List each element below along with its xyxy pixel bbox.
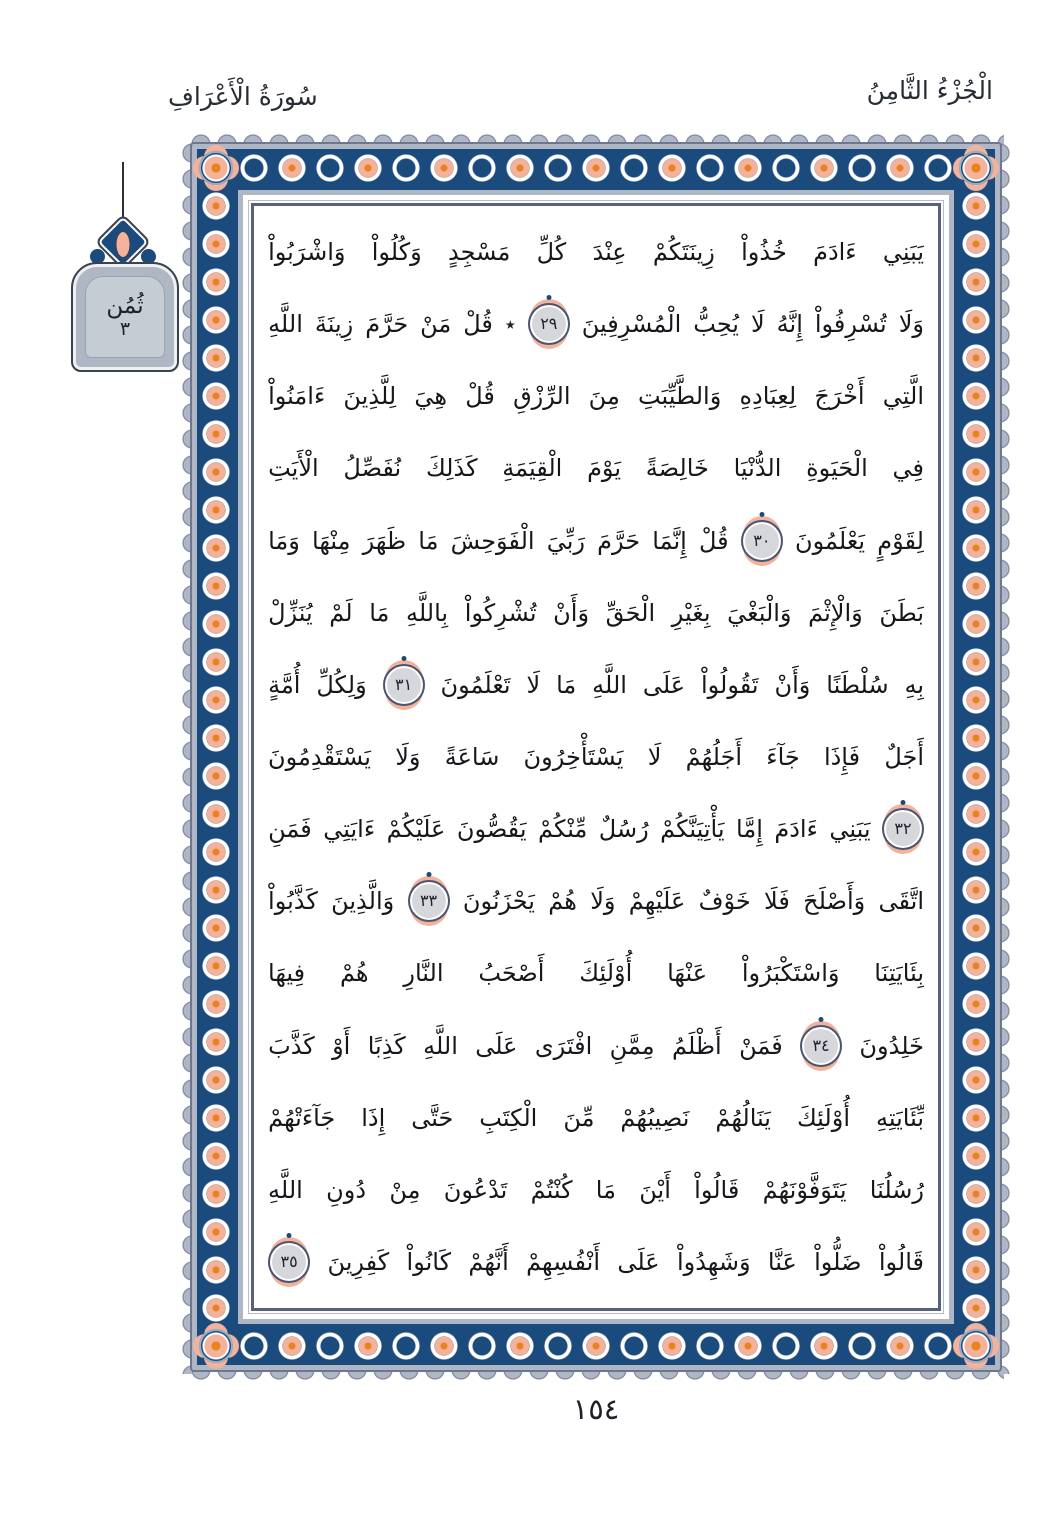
quran-word: يَحْزَنُونَ [462,887,535,916]
quran-word: مِّنْكُمْ [537,815,588,844]
quran-word: كَذَّبُواْ [268,887,318,916]
quran-word: يُنَزِّلْ [268,598,313,627]
quran-word: وَكُلُواْ [371,238,422,267]
quran-word: اللَّهِ [592,670,627,699]
quran-word: تُسْرِفُواْ [814,310,887,339]
quran-word: يَأْتِيَنَّكُمْ [660,815,725,844]
ayah-number: ٣٥ [280,1252,298,1272]
quran-word: وَالْإِثْمَ [808,598,863,627]
quran-word: تُشْرِكُواْ [464,598,537,627]
quran-text-area [268,216,924,1298]
quran-word: بِاللَّهِ [405,598,449,627]
quran-word: كُلِّ [536,238,567,267]
quran-word: اللَّهِ [423,1031,458,1060]
corner-flower-icon [959,151,993,185]
quran-word: أَظْلَمُ [672,1031,722,1060]
quran-word: الْحَقِّ [605,598,656,627]
hizb-star-icon: ٭ [504,312,516,337]
quran-word: يَتَوَفَّوْنَهُمْ [762,1175,847,1204]
quran-word: الْفَوَحِشَ [450,526,535,555]
quran-word: الْكِتَبِ [479,1103,538,1132]
quran-word: عَلَيْكُمْ [386,815,446,844]
quran-word: دُونِ [326,1175,367,1204]
quran-word: افْتَرَى [534,1031,593,1060]
quran-word: أَنْفُسِهِمْ [526,1248,601,1277]
quran-word: لِقَوْمٍ [877,526,924,555]
quran-line [268,1226,924,1298]
quran-word: أَخْرَجَ [814,382,865,411]
quran-word: وَلِكُلِّ [316,670,367,699]
thumn-margin-marker [66,162,180,368]
quran-word: أَجَلٌ [884,743,924,772]
quran-word: رُسُلُنَا [869,1175,924,1204]
quran-word: الْقِيَمَةِ [502,454,563,483]
ayah-number: ٣٢ [894,819,912,839]
quran-word: مَا [418,526,439,555]
quran-word: ءَادَمَ [774,815,818,844]
quran-word: قَالُواْ [694,1175,740,1204]
quran-line [268,721,924,793]
quran-line [268,1082,924,1154]
quran-word: إِنَّهُ [776,310,803,339]
quran-word: وَلَا [395,743,421,772]
quran-word: بِغَيْرِ [671,598,711,627]
quran-word: اللَّهِ [268,310,303,339]
quran-word: مَنْ [420,310,452,339]
quran-word: أَصْحَبُ [478,959,545,988]
quran-word: أَنَّهُمْ [468,1248,509,1277]
quran-word: كَذَلِكَ [425,454,478,483]
quran-word: خُذُواْ [741,238,787,267]
quran-word: جَآءَتْهُمْ [268,1103,336,1132]
quran-word: لَمْ [329,598,353,627]
quran-word: زِينَةَ [314,310,354,339]
page-panel [238,190,954,1324]
quran-word: ظَهَرَ [362,526,407,555]
quran-word: عَلَى [617,1248,660,1277]
thumn-number: ٣ [119,318,131,341]
quran-word: كُنْتُمْ [530,1175,573,1204]
quran-line [268,505,924,577]
quran-word: ضَلُّواْ [814,1248,862,1277]
quran-word: وَمَا [268,526,300,555]
quran-word: وَلَا [898,310,924,339]
quran-word: هُمْ [339,959,369,988]
marker-panel [85,276,165,358]
quran-word: وَأَصْلَحَ [803,887,866,916]
quran-word: يُحِبُّ [693,310,739,339]
quran-word: الْحَيَوةِ [806,454,868,483]
quran-word: أُمَّةٍ [268,670,301,699]
quran-word: يَسْتَأْخِرُونَ [523,743,624,772]
ayah-marker [528,303,570,345]
thumn-label: ثُمُن [106,292,144,319]
quran-word: مِمَّنِ [609,1031,655,1060]
ayah-marker [408,880,450,922]
surah-title: سُورَةُ الْأَعْرَافِ [168,82,318,111]
quran-word: الْأَيَتِ [268,454,319,483]
quran-word: وَالَّذِينَ [331,887,395,916]
quran-word: فَمَنْ [739,1031,783,1060]
quran-word: عَلَى [642,670,686,699]
quran-word: سَاعَةً [444,743,500,772]
juz-title: الْجُزْءُ الثَّامِنُ [866,76,993,105]
quran-word: فِي [892,454,924,483]
quran-word: مَا [556,670,577,699]
marker-dome [71,262,179,372]
quran-word: أُوْلَئِكَ [579,959,633,988]
quran-word: كَفِرِينَ [327,1248,390,1277]
quran-word: وَاسْتَكْبَرُواْ [741,959,840,988]
decorative-frame [190,142,1002,1372]
quran-word: لَا [526,670,541,699]
quran-word: فَمَنِ [268,815,312,844]
quran-word: أُوْلَئِكَ [796,1103,850,1132]
quran-word: كَذَّبَ [268,1031,315,1060]
quran-word: اللَّهِ [268,1175,303,1204]
quran-word: يَنَالُهُمْ [715,1103,771,1132]
quran-word: وَشَهِدُواْ [676,1248,751,1277]
quran-word: حَرَّمَ [597,526,641,555]
quran-word: الْمُسْرِفِينَ [581,310,682,339]
quran-line [268,937,924,1009]
quran-word: مِّنَ [563,1103,595,1132]
ayah-number: ٣٠ [753,530,771,550]
quran-word: حَتَّى [411,1103,454,1132]
quran-word: الَّتِي [882,382,924,411]
quran-word: النَّارِ [403,959,444,988]
quran-word: سُلْطَنًا [826,670,889,699]
quran-word: تَدْعُونَ [443,1175,508,1204]
corner-flower-icon [199,151,233,185]
quran-word: تَقُولُواْ [700,670,759,699]
quran-line [268,288,924,360]
quran-word: بِهِ [904,670,924,699]
quran-word: وَالطَّيِّبَتِ [637,382,722,411]
quran-word: عَلَى [475,1031,518,1060]
quran-word: وَالْبَغْيَ [727,598,792,627]
frame-navy-band [197,149,995,1365]
quran-word: فَلَا [764,887,790,916]
quran-word: مِنْهَا [312,526,351,555]
quran-word: يَسْتَقْدِمُونَ [268,743,371,772]
quran-word: عِنْدَ [592,238,627,267]
quran-word: لِلَّذِينَ [343,382,397,411]
quran-line [268,577,924,649]
quran-word: لِعِبَادِهِ [739,382,797,411]
quran-word: حَرَّمَ [365,310,409,339]
quran-word: هُمْ [548,887,577,916]
quran-word: الرِّزْقِ [513,382,571,411]
quran-word: زِينَتَكُمْ [652,238,715,267]
quran-word: وَأَنْ [553,598,590,627]
ayah-number: ٣٣ [419,891,438,911]
quran-word: بِئَايَتِنَا [874,959,924,988]
marker-stem [122,162,124,224]
quran-word: يَقُصُّونَ [456,815,527,844]
quran-line [268,432,924,504]
quran-word: رَبِّيَ [546,526,585,555]
quran-word: نَصِيبُهُمْ [620,1103,690,1132]
quran-line [268,216,924,288]
quran-word: يَعْلَمُونَ [795,526,866,555]
crown-petal [116,231,131,258]
quran-word: يَبَنِي [882,238,924,267]
quran-line [268,649,924,721]
quran-word: ءَادَمَ [813,238,857,267]
ayah-number: ٣١ [395,674,413,694]
ayah-marker [741,520,783,562]
quran-word: قَالُواْ [878,1248,924,1277]
quran-word: فَإِذَا [823,743,861,772]
quran-word: بِّئَايَتِهِ [875,1103,924,1132]
quran-word: فِيهَا [268,959,306,988]
quran-line [268,865,924,937]
quran-word: رُسُلٌ [598,815,649,844]
quran-word: قُلْ [699,526,729,555]
quran-word: عَنْهَا [667,959,708,988]
quran-word: الدُّنْيَا [733,454,782,483]
quran-word: اتَّقَى [878,887,924,916]
quran-word: خَالِصَةً [645,454,709,483]
ayah-number: ٢٩ [540,314,558,334]
quran-word: خَوْفٌ [698,887,751,916]
quran-word: مِنْ [389,1175,421,1204]
quran-word: تَعْلَمُونَ [440,670,511,699]
quran-word: يَوْمَ [587,454,621,483]
quran-word: كَذِبًا [367,1031,406,1060]
quran-line [268,1010,924,1082]
page-number: ١٥٤ [572,1392,620,1426]
quran-word: إِمَّا [736,815,763,844]
quran-word: مَسْجِدٍ [448,238,511,267]
quran-word: هِيَ [414,382,448,411]
quran-word: مِنَ [588,382,620,411]
quran-word: أَجَلُهُمْ [685,743,743,772]
quran-word: نُفَصِّلُ [343,454,402,483]
quran-word: لَا [647,743,662,772]
quran-word: ءَايَتِي [323,815,376,844]
quran-word: وَأَنْ [774,670,811,699]
quran-word: لَا [750,310,765,339]
quran-word: مَا [595,1175,616,1204]
quran-word: كَانُواْ [406,1248,452,1277]
quran-word: جَآءَ [766,743,800,772]
quran-word: قُلْ [465,382,495,411]
quran-word: إِذَا [361,1103,386,1132]
quran-line [268,793,924,865]
quran-word: عَنَّا [767,1248,797,1277]
quran-word: إِنَّمَا [652,526,687,555]
quran-word: وَلَا [590,887,616,916]
quran-word: مَا [369,598,390,627]
quran-word: بَطَنَ [879,598,924,627]
corner-flower-icon [199,1329,233,1363]
quran-line [268,360,924,432]
quran-word: وَاشْرَبُواْ [268,238,346,267]
ayah-marker [882,808,924,850]
quran-word: عَلَيْهِمْ [628,887,686,916]
text-inner-border [251,203,941,1311]
ayah-marker [383,664,425,706]
quran-word: قُلْ [463,310,493,339]
quran-word: خَلِدُونَ [859,1031,924,1060]
quran-word: يَبَنِي [829,815,871,844]
quran-word: ءَامَنُواْ [268,382,326,411]
corner-flower-icon [959,1329,993,1363]
quran-line [268,1154,924,1226]
quran-word: أَوْ [332,1031,351,1060]
ayah-marker [268,1241,310,1283]
ayah-number: ٣٤ [812,1035,830,1055]
ayah-marker [800,1025,842,1067]
quran-word: أَيْنَ [639,1175,671,1204]
